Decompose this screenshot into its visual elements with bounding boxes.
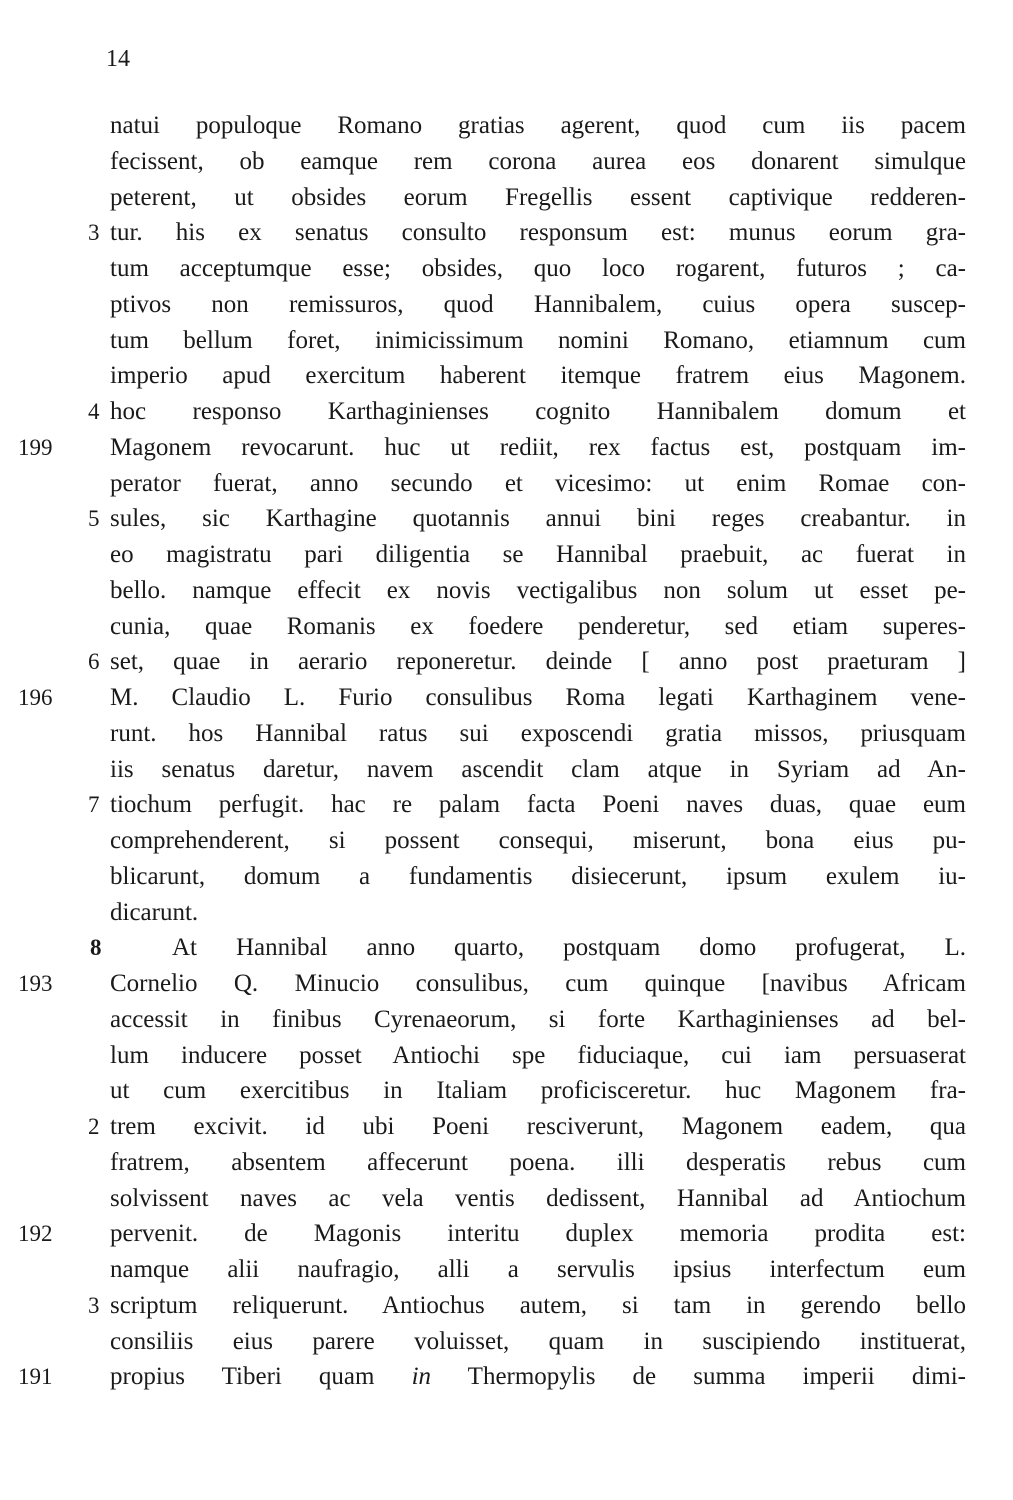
text-line — [110, 823, 966, 859]
line-text-main: accessit in finibus Cyrenaeorum, si forte Karthaginienses ad bel- — [110, 1005, 966, 1033]
text-line — [110, 1073, 966, 1109]
line-text — [110, 144, 966, 180]
line-text-main: tur. his ex senatus consulto responsum est: munus eorum gra- — [110, 219, 966, 247]
line-text — [110, 716, 966, 752]
line-text — [110, 859, 966, 895]
section-number: 3 — [88, 220, 100, 246]
line-text — [110, 430, 966, 466]
line-text — [110, 895, 966, 931]
line-text-main: fecissent, ob eamque rem corona aurea eos donarent simulque — [110, 147, 966, 175]
line-text — [110, 323, 966, 359]
text-line — [110, 466, 966, 502]
line-text-main: imperio apud exercitum haberent itemque fratrem eius Magonem. — [110, 362, 966, 390]
line-text-main: peterent, ut obsides eorum Fregellis essent captivique redderen- — [110, 183, 966, 211]
text-line — [88, 215, 966, 251]
line-text — [110, 930, 966, 966]
text-line — [88, 501, 966, 537]
text-line — [88, 644, 966, 680]
text-line — [110, 859, 966, 895]
text-line — [18, 430, 966, 466]
line-text — [110, 394, 966, 430]
text-line — [110, 108, 966, 144]
line-text-main: propius Tiberi quam — [110, 1363, 375, 1391]
line-text — [110, 1288, 966, 1324]
line-text-main: cunia, quae Romanis ex foedere penderetur, sed etiam superes- — [110, 612, 966, 640]
line-text — [110, 1109, 966, 1145]
year-marker: 199 — [18, 434, 53, 460]
line-text-main: fratrem, absentem affecerunt poena. illi desperatis rebus cum — [110, 1148, 966, 1176]
line-text — [110, 537, 966, 573]
text-line — [88, 394, 966, 430]
text-line — [90, 930, 966, 966]
section-number: 6 — [88, 649, 100, 675]
text-line — [110, 144, 966, 180]
text-line — [110, 609, 966, 645]
line-text — [110, 1359, 966, 1395]
line-text — [110, 287, 966, 323]
line-text — [110, 609, 966, 645]
line-text-main: namque alii naufragio, alli a servulis ipsius interfectum eum — [110, 1256, 966, 1283]
text-line — [110, 752, 966, 788]
year-marker: 192 — [18, 1221, 53, 1247]
line-text — [110, 180, 966, 216]
section-number: 7 — [88, 792, 100, 818]
text-line — [110, 251, 966, 287]
line-text — [110, 1002, 966, 1038]
line-text-main: tum acceptumque esse; obsides, quo loco rogarent, futuros ; ca- — [110, 255, 966, 282]
text-line — [18, 966, 966, 1002]
text-line — [88, 1109, 966, 1145]
line-text-after: Thermopylis de summa imperii dimi- — [467, 1363, 966, 1391]
line-text — [110, 466, 966, 502]
line-text — [110, 1073, 966, 1109]
line-text — [110, 1145, 966, 1181]
line-text-main: dicarunt. — [110, 898, 199, 926]
line-text-main: solvissent naves ac vela ventis dedissent, Hannibal ad Antiochum — [110, 1184, 966, 1212]
line-text — [110, 1216, 966, 1252]
section-number: 3 — [88, 1292, 100, 1318]
section-number: 4 — [88, 399, 100, 424]
line-text — [110, 752, 966, 788]
line-text-main: scriptum reliquerunt. Antiochus autem, si tam in gerendo bello — [110, 1291, 966, 1319]
line-text — [110, 501, 966, 537]
line-text-main: ptivos non remissuros, quod Hannibalem, cuius opera suscep- — [110, 290, 966, 318]
line-text-main: ut cum exercitibus in Italiam proficisceretur. huc Magonem fra- — [110, 1077, 966, 1105]
line-text — [110, 1181, 966, 1217]
line-text — [110, 787, 966, 823]
year-marker: 191 — [18, 1364, 53, 1390]
text-line — [18, 680, 966, 716]
line-text — [110, 823, 966, 859]
line-text-main: sules, sic Karthagine quotannis annui bini reges creabantur. in — [110, 505, 966, 533]
line-text-main: M. Claudio L. Furio consulibus Roma legati Karthaginem vene- — [110, 684, 966, 711]
line-text — [110, 680, 966, 716]
year-marker: 193 — [18, 971, 53, 996]
text-line — [110, 716, 966, 752]
line-text — [110, 251, 966, 287]
line-text-main: Cornelio Q. Minucio consulibus, cum quinque [navibus Africam — [110, 970, 966, 997]
line-text-main: Magonem revocarunt. huc ut rediit, rex factus est, postquam im- — [110, 433, 966, 461]
line-text — [110, 108, 966, 144]
text-line — [110, 1038, 966, 1074]
text-line — [110, 287, 966, 323]
text-line — [110, 573, 966, 609]
text-line — [110, 895, 966, 931]
line-text-main: perator fuerat, anno secundo et vicesimo: ut enim Romae con- — [110, 469, 966, 497]
section-number: 5 — [88, 506, 100, 532]
year-marker: 196 — [18, 685, 53, 710]
line-text-main: trem excivit. id ubi Poeni resciverunt, Magonem eadem, qua — [110, 1113, 966, 1140]
page-number: 14 — [106, 46, 130, 72]
line-text-main: iis senatus daretur, navem ascendit clam atque in Syriam ad An- — [110, 755, 966, 783]
line-text-main: hoc responso Karthaginienses cognito Hannibalem domum et — [110, 398, 966, 425]
line-text — [110, 1252, 966, 1288]
line-text-main: runt. hos Hannibal ratus sui exposcendi gratia missos, priusquam — [110, 719, 966, 747]
line-text-main: bello. namque effecit ex novis vectigalibus non solum ut esset pe- — [110, 576, 966, 604]
line-text-main: consiliis eius parere voluisset, quam in suscipiendo instituerat, — [110, 1327, 966, 1355]
line-text-main: At Hannibal anno quarto, postquam domo profugerat, L. — [172, 934, 966, 962]
line-text-main: set, quae in aerario reponeretur. deinde [ anno post praeturam ] — [110, 648, 966, 676]
text-line — [110, 1002, 966, 1038]
text-line — [110, 358, 966, 394]
text-line — [18, 1216, 966, 1252]
text-line — [88, 787, 966, 823]
text-line — [110, 1252, 966, 1288]
line-text — [110, 1038, 966, 1074]
text-line — [110, 537, 966, 573]
line-text — [110, 1324, 966, 1360]
body-text — [18, 108, 966, 1395]
line-text-main: lum inducere posset Antiochi spe fiduciaque, cui iam persuaserat — [110, 1041, 966, 1069]
line-text-main: tiochum perfugit. hac re palam facta Poeni naves duas, quae eum — [110, 791, 966, 819]
line-text — [110, 215, 966, 251]
line-text — [110, 966, 966, 1002]
line-text — [110, 644, 966, 680]
italic-word: in — [411, 1363, 432, 1391]
line-text — [110, 358, 966, 394]
text-line — [110, 1181, 966, 1217]
line-text-main: natui populoque Romano gratias agerent, quod cum iis pacem — [110, 112, 966, 139]
text-line — [18, 1359, 966, 1395]
chapter-number: 8 — [90, 935, 102, 961]
text-line — [110, 1324, 966, 1360]
line-text-main: blicarunt, domum a fundamentis disiecerunt, ipsum exulem iu- — [110, 862, 966, 890]
section-number: 2 — [88, 1114, 100, 1139]
line-text-main: eo magistratu pari diligentia se Hannibal praebuit, ac fuerat in — [110, 541, 966, 568]
line-text-main: pervenit. de Magonis interitu duplex memoria prodita est: — [110, 1220, 966, 1248]
text-line — [110, 323, 966, 359]
text-line — [110, 180, 966, 216]
line-text — [110, 573, 966, 609]
text-line — [110, 1145, 966, 1181]
line-text-main: comprehenderent, si possent consequi, miserunt, bona eius pu- — [110, 827, 966, 854]
line-text-main: tum bellum foret, inimicissimum nomini Romano, etiamnum cum — [110, 326, 966, 354]
text-line — [88, 1288, 966, 1324]
